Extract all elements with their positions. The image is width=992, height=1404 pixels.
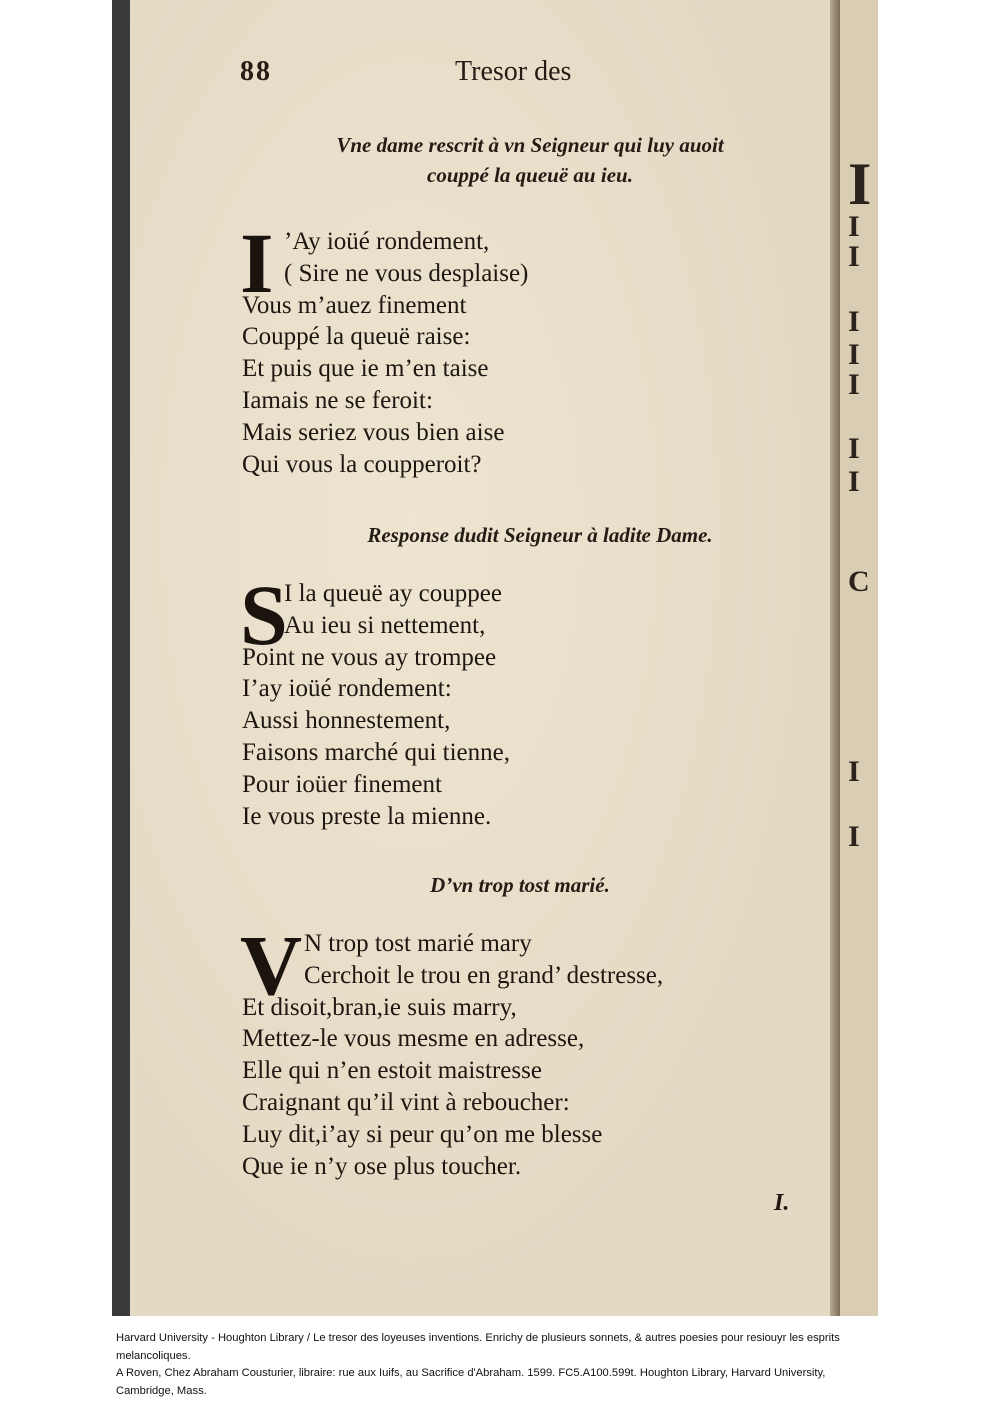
- poem-title-line: Response dudit Seigneur à ladite Dame.: [367, 523, 713, 547]
- verse-line: N trop tost marié mary: [304, 930, 532, 957]
- adjacent-page-edge: [840, 0, 878, 1316]
- adjacent-glyph: I: [848, 240, 860, 273]
- book-page: [130, 0, 830, 1316]
- adjacent-glyph: I: [848, 210, 860, 243]
- verse-line: Pour ioüer finement: [242, 770, 442, 798]
- adjacent-glyph: I: [848, 151, 872, 217]
- drop-cap: S: [240, 567, 288, 663]
- adjacent-glyph: I: [848, 305, 860, 338]
- page-number: 88: [240, 56, 272, 87]
- verse-line: I’ay ioüé rondement:: [242, 675, 452, 703]
- adjacent-glyph: I: [848, 465, 860, 498]
- caption-line: A Roven, Chez Abraham Cousturier, libraire: rue aux Iuifs, au Sacrifice d'Abraham. 1599. FC5.A100.599t. Houghton Library, Harvard University, Cambridge, Mass.: [116, 1367, 826, 1397]
- verse-line: Et disoit,bran,ie suis marry,: [242, 993, 517, 1021]
- verse-line: Cerchoit le trou en grand’ destresse,: [304, 961, 664, 989]
- verse-line: Point ne vous ay trompee: [242, 643, 497, 671]
- poem-title-line: couppé la queuë au ieu.: [427, 163, 633, 187]
- poem-title-line: D’vn trop tost marié.: [430, 873, 610, 897]
- adjacent-glyph: I: [848, 368, 860, 401]
- adjacent-glyph: C: [848, 565, 870, 598]
- poem-stanza: [240, 215, 529, 480]
- page-header: [240, 56, 800, 96]
- poem-title: [360, 870, 680, 900]
- drop-cap: I: [240, 215, 274, 311]
- poem-title: [260, 520, 820, 550]
- verse-line: Iamais ne se feroit:: [242, 386, 433, 414]
- poem-title-line: Vne dame rescrit à vn Seigneur qui luy auoit: [336, 133, 724, 157]
- verse-line: Au ieu si nettement,: [284, 611, 486, 639]
- verse-line: I la queuë ay couppee: [284, 580, 502, 607]
- adjacent-glyph: I: [848, 755, 860, 788]
- verse-line: Aussi honnestement,: [242, 707, 451, 735]
- running-head: Tresor des: [455, 56, 572, 87]
- verse-line: ’Ay ioüé rondement,: [284, 228, 490, 255]
- page-gutter: [830, 0, 840, 1316]
- adjacent-glyph: I: [848, 338, 860, 371]
- verse-line: Elle qui n’en estoit maistresse: [242, 1057, 542, 1085]
- caption-line: Harvard University - Houghton Library / Le tresor des loyeuses inventions. Enrichy de plusieurs sonnets, & autres poesies pour resiouyr les esprits melancoliques.: [116, 1332, 840, 1362]
- verse-line: Craignant qu’il vint à reboucher:: [242, 1088, 570, 1116]
- adjacent-glyph: I: [848, 432, 860, 465]
- verse-line: Qui vous la coupperoit?: [242, 450, 482, 478]
- drop-cap: V: [240, 917, 303, 1013]
- verse-line: Couppé la queuë raise:: [242, 323, 471, 351]
- verse-line: Mettez-le vous mesme en adresse,: [242, 1025, 585, 1053]
- poem-stanza: [240, 917, 664, 1182]
- verse-line: Que ie n’y ose plus toucher.: [242, 1152, 522, 1180]
- verse-line: Et puis que ie m’en taise: [242, 355, 489, 383]
- adjacent-glyph: I: [848, 820, 860, 853]
- verse-line: Faisons marché qui tienne,: [242, 738, 510, 766]
- verse-line: Ie vous preste la mienne.: [242, 802, 492, 830]
- catchword: I.: [774, 1190, 790, 1216]
- verse-line: Luy dit,i’ay si peur qu’on me blesse: [242, 1120, 603, 1148]
- poem-title: [260, 130, 800, 190]
- verse-line: Mais seriez vous bien aise: [242, 418, 505, 446]
- book-scan: [112, 0, 878, 1316]
- poem-stanza: [240, 567, 510, 832]
- verse-line: Vous m’auez finement: [242, 291, 467, 319]
- verse-line: ( Sire ne vous desplaise): [284, 259, 529, 287]
- image-caption: [116, 1330, 868, 1400]
